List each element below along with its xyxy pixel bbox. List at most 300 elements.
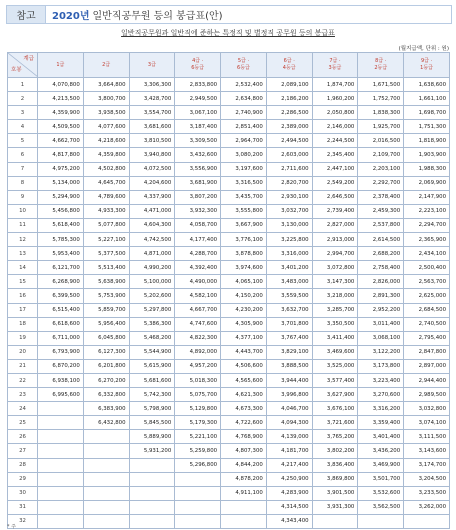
salary-cell: 4,150,200 bbox=[221, 289, 267, 303]
salary-cell: 1,960,200 bbox=[312, 92, 358, 106]
salary-cell: 2,109,700 bbox=[358, 148, 404, 162]
step-axis-label: 호봉 bbox=[11, 67, 22, 73]
salary-cell: 4,582,100 bbox=[175, 289, 221, 303]
salary-cell: 4,359,800 bbox=[83, 148, 129, 162]
salary-cell: 4,058,700 bbox=[175, 218, 221, 232]
table-row bbox=[8, 402, 450, 416]
salary-cell: 5,134,000 bbox=[38, 176, 84, 190]
salary-cell: 5,742,300 bbox=[129, 388, 175, 402]
step-cell: 27 bbox=[8, 444, 38, 458]
salary-cell: 3,225,800 bbox=[266, 233, 312, 247]
salary-cell: 3,944,400 bbox=[266, 373, 312, 387]
salary-cell: 4,337,900 bbox=[129, 190, 175, 204]
salary-cell: 1,838,300 bbox=[358, 106, 404, 120]
salary-cell: 4,975,200 bbox=[38, 162, 84, 176]
salary-cell: 3,829,100 bbox=[266, 345, 312, 359]
step-cell: 24 bbox=[8, 402, 38, 416]
salary-cell bbox=[312, 514, 358, 528]
salary-cell: 1,751,300 bbox=[404, 120, 450, 134]
table-row bbox=[8, 444, 450, 458]
salary-cell: 2,795,400 bbox=[404, 331, 450, 345]
salary-cell: 4,046,700 bbox=[266, 402, 312, 416]
salary-cell: 5,681,600 bbox=[129, 373, 175, 387]
salary-cell: 3,469,900 bbox=[358, 458, 404, 472]
table-row bbox=[8, 106, 450, 120]
table-row bbox=[8, 458, 450, 472]
salary-cell bbox=[83, 430, 129, 444]
salary-cell: 3,577,400 bbox=[312, 373, 358, 387]
salary-cell: 4,667,700 bbox=[175, 303, 221, 317]
step-cell: 3 bbox=[8, 106, 38, 120]
step-cell: 25 bbox=[8, 416, 38, 430]
salary-cell: 2,684,500 bbox=[404, 303, 450, 317]
salary-cell: 5,513,400 bbox=[83, 261, 129, 275]
salary-cell: 4,509,500 bbox=[38, 120, 84, 134]
salary-cell: 3,067,100 bbox=[175, 106, 221, 120]
salary-cell bbox=[38, 486, 84, 500]
salary-cell: 5,845,500 bbox=[129, 416, 175, 430]
salary-cell: 2,537,800 bbox=[358, 218, 404, 232]
salary-cell: 2,447,100 bbox=[312, 162, 358, 176]
salary-cell: 3,525,000 bbox=[312, 359, 358, 373]
salary-cell bbox=[129, 500, 175, 514]
step-cell: 16 bbox=[8, 289, 38, 303]
salary-cell: 3,483,000 bbox=[266, 275, 312, 289]
salary-cell bbox=[221, 514, 267, 528]
salary-cell: 3,173,800 bbox=[358, 359, 404, 373]
salary-cell: 1,818,900 bbox=[404, 134, 450, 148]
salary-cell: 5,953,400 bbox=[38, 247, 84, 261]
table-subtitle: 일반직공무원과 일반직에 준하는 특정직 및 별정직 공무원 등의 봉급표 bbox=[121, 29, 335, 37]
table-row bbox=[8, 486, 450, 500]
salary-cell bbox=[404, 514, 450, 528]
salary-cell: 6,127,300 bbox=[83, 345, 129, 359]
salary-cell: 2,146,000 bbox=[312, 120, 358, 134]
salary-cell: 4,747,600 bbox=[175, 317, 221, 331]
grade-header-line: 7급 · bbox=[329, 58, 341, 64]
salary-cell: 1,925,700 bbox=[358, 120, 404, 134]
grade-header-line: 5급 · bbox=[237, 58, 250, 64]
salary-cell: 4,502,800 bbox=[83, 162, 129, 176]
salary-cell: 3,122,200 bbox=[358, 345, 404, 359]
salary-cell: 3,940,800 bbox=[129, 148, 175, 162]
table-row bbox=[8, 204, 450, 218]
salary-cell: 6,938,100 bbox=[38, 373, 84, 387]
salary-cell: 2,494,500 bbox=[266, 134, 312, 148]
grade-header-2 bbox=[83, 53, 129, 78]
table-row bbox=[8, 472, 450, 486]
grade-header-8 bbox=[358, 53, 404, 78]
grade-header-line: 3급 bbox=[147, 61, 156, 68]
step-cell: 20 bbox=[8, 345, 38, 359]
salary-cell: 3,032,800 bbox=[404, 402, 450, 416]
salary-cell bbox=[175, 472, 221, 486]
table-row bbox=[8, 500, 450, 514]
table-row bbox=[8, 388, 450, 402]
table-body bbox=[8, 78, 450, 529]
salary-cell: 3,080,200 bbox=[221, 148, 267, 162]
salary-cell: 4,359,900 bbox=[38, 106, 84, 120]
salary-cell: 2,891,300 bbox=[358, 289, 404, 303]
grade-header-line: 1등급 bbox=[420, 65, 433, 71]
salary-cell: 1,874,700 bbox=[312, 78, 358, 92]
salary-cell: 6,995,600 bbox=[38, 388, 84, 402]
table-row bbox=[8, 275, 450, 289]
salary-cell: 4,822,300 bbox=[175, 331, 221, 345]
salary-cell: 4,957,200 bbox=[175, 359, 221, 373]
salary-cell bbox=[221, 500, 267, 514]
salary-cell: 5,202,600 bbox=[129, 289, 175, 303]
salary-cell: 4,070,800 bbox=[38, 78, 84, 92]
salary-cell: 2,614,500 bbox=[358, 233, 404, 247]
table-row bbox=[8, 92, 450, 106]
salary-cell: 3,401,400 bbox=[358, 430, 404, 444]
step-cell: 23 bbox=[8, 388, 38, 402]
salary-cell: 5,227,100 bbox=[83, 233, 129, 247]
salary-cell: 4,645,700 bbox=[83, 176, 129, 190]
salary-cell: 6,618,600 bbox=[38, 317, 84, 331]
step-cell: 2 bbox=[8, 92, 38, 106]
salary-cell bbox=[129, 486, 175, 500]
salary-cell: 6,121,700 bbox=[38, 261, 84, 275]
salary-cell: 4,990,200 bbox=[129, 261, 175, 275]
salary-cell: 4,065,100 bbox=[221, 275, 267, 289]
salary-cell: 3,174,700 bbox=[404, 458, 450, 472]
salary-cell: 6,268,900 bbox=[38, 275, 84, 289]
salary-cell bbox=[175, 514, 221, 528]
salary-cell: 2,186,200 bbox=[266, 92, 312, 106]
salary-cell: 2,964,700 bbox=[221, 134, 267, 148]
salary-cell: 5,544,900 bbox=[129, 345, 175, 359]
table-row bbox=[8, 345, 450, 359]
unit-note: (월지급액, 단위 : 원) bbox=[398, 46, 449, 52]
salary-cell: 3,869,800 bbox=[312, 472, 358, 486]
salary-cell: 3,130,000 bbox=[266, 218, 312, 232]
grade-axis-label: 계급 bbox=[23, 56, 34, 62]
salary-cell: 2,740,500 bbox=[404, 317, 450, 331]
salary-cell bbox=[83, 500, 129, 514]
salary-cell: 3,931,300 bbox=[312, 500, 358, 514]
salary-table bbox=[7, 52, 450, 529]
table-row bbox=[8, 514, 450, 528]
salary-cell: 3,435,700 bbox=[221, 190, 267, 204]
salary-cell: 6,201,800 bbox=[83, 359, 129, 373]
salary-cell: 4,204,600 bbox=[129, 176, 175, 190]
title-main: 일반직공무원 등의 봉급표(안) bbox=[92, 11, 223, 22]
step-cell: 4 bbox=[8, 120, 38, 134]
grade-header-3 bbox=[129, 53, 175, 78]
salary-cell bbox=[358, 514, 404, 528]
salary-cell: 6,793,900 bbox=[38, 345, 84, 359]
salary-cell: 5,179,300 bbox=[175, 416, 221, 430]
salary-cell: 3,810,500 bbox=[129, 134, 175, 148]
salary-cell: 3,432,600 bbox=[175, 148, 221, 162]
salary-cell: 3,270,600 bbox=[358, 388, 404, 402]
salary-cell: 3,316,500 bbox=[221, 176, 267, 190]
salary-cell: 3,559,500 bbox=[266, 289, 312, 303]
salary-cell: 2,930,100 bbox=[266, 190, 312, 204]
salary-cell: 4,443,700 bbox=[221, 345, 267, 359]
grade-header-line: 4등급 bbox=[282, 65, 296, 71]
salary-cell bbox=[129, 514, 175, 528]
step-cell: 15 bbox=[8, 275, 38, 289]
table-row bbox=[8, 261, 450, 275]
salary-cell: 6,515,400 bbox=[38, 303, 84, 317]
salary-cell: 6,332,800 bbox=[83, 388, 129, 402]
title-bar bbox=[6, 5, 452, 24]
salary-cell: 3,888,500 bbox=[266, 359, 312, 373]
grade-header-line: 6급 · bbox=[283, 58, 295, 64]
salary-cell: 4,844,200 bbox=[221, 458, 267, 472]
salary-cell: 3,223,400 bbox=[358, 373, 404, 387]
salary-cell: 5,618,400 bbox=[38, 218, 84, 232]
salary-cell: 3,068,100 bbox=[358, 331, 404, 345]
step-cell: 18 bbox=[8, 317, 38, 331]
step-cell: 7 bbox=[8, 162, 38, 176]
salary-cell: 6,432,800 bbox=[83, 416, 129, 430]
salary-cell: 2,847,800 bbox=[404, 345, 450, 359]
salary-cell: 5,456,800 bbox=[38, 204, 84, 218]
salary-cell: 3,233,500 bbox=[404, 486, 450, 500]
step-cell: 8 bbox=[8, 176, 38, 190]
salary-cell: 4,662,700 bbox=[38, 134, 84, 148]
reference-label: 참고 bbox=[7, 6, 46, 23]
salary-cell: 3,204,500 bbox=[404, 472, 450, 486]
salary-cell: 3,627,900 bbox=[312, 388, 358, 402]
salary-cell: 2,625,000 bbox=[404, 289, 450, 303]
salary-cell: 4,621,300 bbox=[221, 388, 267, 402]
grade-header-line: 4급 · bbox=[192, 58, 204, 64]
salary-cell: 3,072,800 bbox=[312, 261, 358, 275]
table-row bbox=[8, 190, 450, 204]
salary-cell: 4,139,000 bbox=[266, 430, 312, 444]
salary-cell bbox=[83, 514, 129, 528]
salary-cell: 2,989,500 bbox=[404, 388, 450, 402]
salary-cell: 2,016,500 bbox=[358, 134, 404, 148]
salary-cell bbox=[38, 472, 84, 486]
salary-cell: 4,181,700 bbox=[266, 444, 312, 458]
salary-cell: 3,802,200 bbox=[312, 444, 358, 458]
salary-cell: 3,143,600 bbox=[404, 444, 450, 458]
salary-cell: 3,359,400 bbox=[358, 416, 404, 430]
salary-cell: 2,711,600 bbox=[266, 162, 312, 176]
salary-cell bbox=[175, 500, 221, 514]
salary-cell: 3,878,800 bbox=[221, 247, 267, 261]
salary-cell: 3,436,200 bbox=[358, 444, 404, 458]
salary-cell: 2,050,800 bbox=[312, 106, 358, 120]
salary-cell: 4,077,600 bbox=[83, 120, 129, 134]
salary-cell: 4,807,300 bbox=[221, 444, 267, 458]
step-cell: 9 bbox=[8, 190, 38, 204]
salary-cell: 3,800,700 bbox=[83, 92, 129, 106]
salary-cell: 5,018,300 bbox=[175, 373, 221, 387]
salary-cell bbox=[38, 514, 84, 528]
salary-cell: 5,259,800 bbox=[175, 444, 221, 458]
salary-cell: 5,077,800 bbox=[83, 218, 129, 232]
grade-header-line: 2급 bbox=[102, 61, 111, 68]
step-cell: 10 bbox=[8, 204, 38, 218]
salary-cell bbox=[83, 472, 129, 486]
table-row bbox=[8, 359, 450, 373]
grade-header-line: 3등급 bbox=[328, 65, 342, 71]
footnote: * 주 bbox=[7, 524, 16, 530]
salary-cell: 3,309,500 bbox=[175, 134, 221, 148]
salary-cell: 4,230,200 bbox=[221, 303, 267, 317]
salary-cell: 2,739,400 bbox=[312, 204, 358, 218]
table-row bbox=[8, 416, 450, 430]
salary-cell: 2,952,200 bbox=[358, 303, 404, 317]
salary-cell: 4,871,000 bbox=[129, 247, 175, 261]
grade-header-line: 1급 bbox=[56, 61, 65, 68]
salary-cell: 1,638,600 bbox=[404, 78, 450, 92]
salary-cell: 5,753,900 bbox=[83, 289, 129, 303]
salary-cell: 3,187,400 bbox=[175, 120, 221, 134]
salary-cell: 3,306,300 bbox=[129, 78, 175, 92]
grade-header-line: 9급 · bbox=[420, 58, 433, 64]
salary-cell: 5,075,700 bbox=[175, 388, 221, 402]
table-row bbox=[8, 162, 450, 176]
salary-cell: 4,604,300 bbox=[129, 218, 175, 232]
salary-cell: 3,901,500 bbox=[312, 486, 358, 500]
salary-cell: 1,698,700 bbox=[404, 106, 450, 120]
salary-cell: 3,262,000 bbox=[404, 500, 450, 514]
salary-cell: 3,664,800 bbox=[83, 78, 129, 92]
salary-cell: 2,203,100 bbox=[358, 162, 404, 176]
salary-cell: 3,681,600 bbox=[129, 120, 175, 134]
salary-cell: 1,661,100 bbox=[404, 92, 450, 106]
salary-cell: 5,377,500 bbox=[83, 247, 129, 261]
salary-cell: 3,807,200 bbox=[175, 190, 221, 204]
table-row bbox=[8, 134, 450, 148]
salary-cell: 3,316,200 bbox=[358, 402, 404, 416]
salary-cell: 3,836,400 bbox=[312, 458, 358, 472]
table-row bbox=[8, 148, 450, 162]
table-row bbox=[8, 289, 450, 303]
salary-cell: 3,676,100 bbox=[312, 402, 358, 416]
grade-header-4 bbox=[175, 53, 221, 78]
salary-cell bbox=[38, 402, 84, 416]
salary-cell: 2,827,000 bbox=[312, 218, 358, 232]
salary-cell: 3,197,600 bbox=[221, 162, 267, 176]
salary-cell: 2,994,700 bbox=[312, 247, 358, 261]
salary-cell: 2,944,400 bbox=[404, 373, 450, 387]
salary-cell: 2,459,300 bbox=[358, 204, 404, 218]
step-cell: 28 bbox=[8, 458, 38, 472]
salary-cell: 4,177,400 bbox=[175, 233, 221, 247]
salary-cell: 5,889,900 bbox=[129, 430, 175, 444]
salary-cell: 3,765,200 bbox=[312, 430, 358, 444]
grade-header-line: 6등급 bbox=[191, 65, 205, 71]
salary-cell: 4,305,900 bbox=[221, 317, 267, 331]
salary-cell: 2,820,700 bbox=[266, 176, 312, 190]
salary-cell: 5,638,900 bbox=[83, 275, 129, 289]
step-cell: 5 bbox=[8, 134, 38, 148]
salary-cell: 4,506,600 bbox=[221, 359, 267, 373]
step-cell: 17 bbox=[8, 303, 38, 317]
salary-cell: 6,045,800 bbox=[83, 331, 129, 345]
salary-cell: 6,399,500 bbox=[38, 289, 84, 303]
salary-cell: 5,468,200 bbox=[129, 331, 175, 345]
salary-cell bbox=[83, 486, 129, 500]
salary-cell: 3,032,700 bbox=[266, 204, 312, 218]
salary-cell: 2,833,800 bbox=[175, 78, 221, 92]
salary-cell bbox=[175, 486, 221, 500]
salary-cell bbox=[129, 472, 175, 486]
salary-cell: 4,565,600 bbox=[221, 373, 267, 387]
grade-header-7 bbox=[312, 53, 358, 78]
salary-cell: 2,826,000 bbox=[358, 275, 404, 289]
salary-cell: 2,851,400 bbox=[221, 120, 267, 134]
salary-cell: 3,401,200 bbox=[266, 261, 312, 275]
salary-cell: 2,532,400 bbox=[221, 78, 267, 92]
table-row bbox=[8, 218, 450, 232]
salary-cell: 5,931,200 bbox=[129, 444, 175, 458]
salary-cell bbox=[38, 500, 84, 514]
salary-cell: 2,646,500 bbox=[312, 190, 358, 204]
step-cell: 30 bbox=[8, 486, 38, 500]
salary-cell: 2,244,500 bbox=[312, 134, 358, 148]
salary-cell: 5,785,300 bbox=[38, 233, 84, 247]
step-cell: 31 bbox=[8, 500, 38, 514]
table-row bbox=[8, 233, 450, 247]
grade-header-5 bbox=[221, 53, 267, 78]
salary-cell: 5,100,000 bbox=[129, 275, 175, 289]
salary-cell: 5,386,300 bbox=[129, 317, 175, 331]
salary-cell: 2,223,100 bbox=[404, 204, 450, 218]
salary-cell: 2,286,500 bbox=[266, 106, 312, 120]
salary-cell: 3,111,500 bbox=[404, 430, 450, 444]
salary-cell: 4,377,100 bbox=[221, 331, 267, 345]
salary-cell: 2,563,700 bbox=[404, 275, 450, 289]
salary-cell: 2,089,100 bbox=[266, 78, 312, 92]
salary-cell: 3,285,700 bbox=[312, 303, 358, 317]
salary-cell: 5,798,900 bbox=[129, 402, 175, 416]
salary-cell: 3,681,900 bbox=[175, 176, 221, 190]
step-cell: 32 bbox=[8, 514, 38, 528]
salary-cell: 2,949,500 bbox=[175, 92, 221, 106]
salary-cell: 2,913,000 bbox=[312, 233, 358, 247]
salary-cell: 5,129,800 bbox=[175, 402, 221, 416]
step-cell: 1 bbox=[8, 78, 38, 92]
salary-cell: 3,501,700 bbox=[358, 472, 404, 486]
title-year: 2020년 bbox=[52, 11, 90, 22]
table-row bbox=[8, 303, 450, 317]
table-row bbox=[8, 247, 450, 261]
salary-cell: 2,294,700 bbox=[404, 218, 450, 232]
step-cell: 29 bbox=[8, 472, 38, 486]
table-row bbox=[8, 331, 450, 345]
step-cell: 12 bbox=[8, 233, 38, 247]
salary-cell: 3,632,700 bbox=[266, 303, 312, 317]
salary-cell: 4,072,500 bbox=[129, 162, 175, 176]
step-cell: 11 bbox=[8, 218, 38, 232]
table-row bbox=[8, 317, 450, 331]
salary-cell: 4,490,000 bbox=[175, 275, 221, 289]
salary-cell: 5,859,700 bbox=[83, 303, 129, 317]
grade-header-6 bbox=[266, 53, 312, 78]
salary-cell: 4,673,300 bbox=[221, 402, 267, 416]
salary-cell: 3,776,100 bbox=[221, 233, 267, 247]
salary-cell: 3,556,900 bbox=[175, 162, 221, 176]
salary-cell: 3,974,600 bbox=[221, 261, 267, 275]
salary-cell: 1,752,700 bbox=[358, 92, 404, 106]
salary-cell: 2,634,800 bbox=[221, 92, 267, 106]
salary-cell: 4,471,000 bbox=[129, 204, 175, 218]
step-cell: 26 bbox=[8, 430, 38, 444]
step-cell: 13 bbox=[8, 247, 38, 261]
grade-header-line: 6등급 bbox=[237, 65, 250, 71]
salary-cell: 3,218,000 bbox=[312, 289, 358, 303]
